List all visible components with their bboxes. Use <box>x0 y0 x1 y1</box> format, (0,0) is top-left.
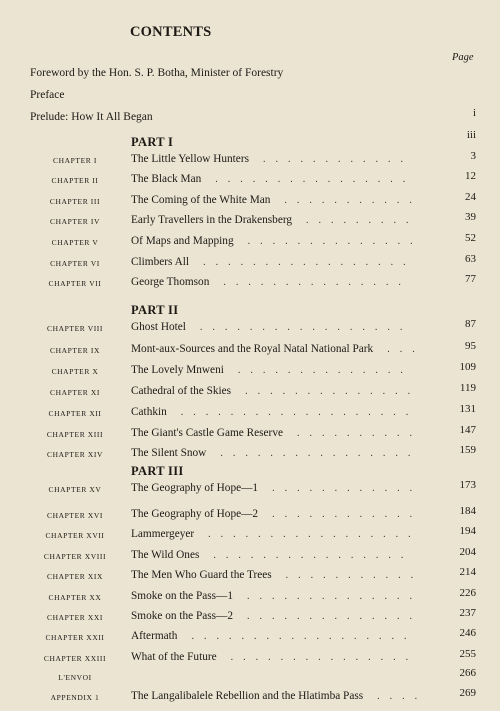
chapter-label: CHAPTER XIII <box>46 430 104 439</box>
part-heading: PART II <box>131 303 179 317</box>
dot-leader: . . . . . . . . . . . . . . . . <box>213 550 414 561</box>
dot-leader: . . . . . . . . . . <box>296 428 422 439</box>
chapter-title: The Little Yellow Hunters <box>131 153 249 165</box>
dot-leader: . . . . . . . . . . . . . . . <box>230 652 419 663</box>
chapter-title: The Men Who Guard the Trees <box>131 569 272 581</box>
chapter-title: George Thomson <box>131 276 210 288</box>
chapter-title: Smoke on the Pass—2 <box>131 610 233 622</box>
dot-leader: . . . . . . . . . . . . . . <box>245 386 421 397</box>
chapter-title: Smoke on the Pass—1 <box>131 590 233 602</box>
dot-leader: . . . . . . . . . . . . . . . . <box>220 448 421 459</box>
chapter-title: The Geography of Hope—1 <box>131 482 259 494</box>
chapter-title: What of the Future <box>131 651 217 663</box>
page-number: 131 <box>459 403 476 415</box>
page-number: 109 <box>459 361 476 373</box>
chapter-label: CHAPTER XVI <box>47 511 103 520</box>
chapter-label: CHAPTER I <box>53 156 97 165</box>
page-number: 39 <box>465 211 476 223</box>
chapter-label: CHAPTER XIX <box>47 572 103 581</box>
dot-leader: . . . . . . . . . . . . . . <box>247 611 422 622</box>
chapter-title: The Geography of Hope—2 <box>131 508 259 520</box>
page-number: 184 <box>459 505 476 517</box>
chapter-title: The Silent Snow <box>131 447 207 459</box>
chapter-label: CHAPTER XX <box>48 593 102 602</box>
chapter-label: CHAPTER XV <box>48 485 102 494</box>
chapter-title: Climbers All <box>131 256 190 268</box>
dot-leader: . . . . . . . . . . . . . . . . . <box>208 529 421 540</box>
page-number: 255 <box>459 648 476 660</box>
chapter-title: Aftermath <box>131 630 178 642</box>
page-number: iii <box>466 129 476 141</box>
page-number: 194 <box>459 525 476 537</box>
chapter-label: CHAPTER V <box>51 238 99 247</box>
chapter-label: CHAPTER XIV <box>47 450 103 459</box>
chapter-label: CHAPTER XII <box>48 409 102 418</box>
chapter-title: Mont-aux-Sources and the Royal Natal National Park <box>131 343 374 355</box>
page-number: 12 <box>465 170 476 182</box>
chapter-title: The Lovely Mnweni <box>131 364 224 376</box>
dot-leader: . . . . . . . . . . . . . . <box>247 591 422 602</box>
chapter-title: The Black Man <box>131 173 202 185</box>
chapter-title: Of Maps and Mapping <box>131 235 234 247</box>
page-number: 63 <box>465 253 476 265</box>
chapter-label: CHAPTER XVII <box>45 531 105 540</box>
chapter-label: CHAPTER XXIII <box>43 654 107 663</box>
page-number: 173 <box>459 479 476 491</box>
dot-leader: . . . . . . . . . . . . <box>272 509 423 520</box>
front-matter-title: Prelude: How It All Began <box>30 111 153 123</box>
chapter-title: Cathkin <box>131 406 167 418</box>
part-heading: PART III <box>131 464 184 478</box>
chapter-title: Ghost Hotel <box>131 321 186 333</box>
chapter-title: The Coming of the White Man <box>131 194 271 206</box>
page-number: 246 <box>459 627 476 639</box>
dot-leader: . . . . . . . . . . . . . . <box>247 236 423 247</box>
chapter-title: Cathedral of the Skies <box>131 385 232 397</box>
dot-leader: . . . . . . . . . . . . . . . . <box>215 174 416 185</box>
dot-leader: . . . . . . . . . . . . . . <box>237 365 413 376</box>
chapter-title: The Giant's Castle Game Reserve <box>131 427 283 439</box>
page-number: 147 <box>459 424 476 436</box>
page-title: CONTENTS <box>130 24 212 40</box>
page-number: 119 <box>459 382 476 394</box>
chapter-label: CHAPTER XVIII <box>43 552 107 561</box>
dot-leader: . . . . . . . . . . . . . . . . . <box>203 257 416 268</box>
page-number: 87 <box>465 318 476 330</box>
dot-leader: . . . . . . . . . . . . <box>262 154 413 165</box>
page-column-header: Page <box>452 52 474 63</box>
chapter-label: CHAPTER XXI <box>47 613 103 622</box>
chapter-label: L'ENVOI <box>58 673 92 682</box>
front-matter-title: Preface <box>30 89 65 101</box>
page-number: 266 <box>459 667 476 679</box>
chapter-title: The Wild Ones <box>131 549 200 561</box>
page-number: 226 <box>459 587 476 599</box>
dot-leader: . . . . <box>377 691 428 702</box>
page-number: 204 <box>459 546 476 558</box>
chapter-label: CHAPTER X <box>51 367 99 376</box>
page-number: 52 <box>465 232 476 244</box>
dot-leader: . . . . . . . . . . . . . . . . . <box>199 322 413 333</box>
chapter-label: CHAPTER XI <box>50 388 100 397</box>
chapter-label: CHAPTER IV <box>50 217 100 226</box>
chapter-title: Early Travellers in the Drakensberg <box>131 214 293 226</box>
chapter-label: CHAPTER VII <box>48 279 102 288</box>
page-number: 77 <box>465 273 476 285</box>
page-number: i <box>472 107 476 119</box>
dot-leader: . . . . . . . . . . . <box>285 570 424 581</box>
chapter-label: CHAPTER VIII <box>46 324 104 333</box>
chapter-title: Lammergeyer <box>131 528 195 540</box>
dot-leader: . . . <box>387 344 425 355</box>
chapter-label: CHAPTER III <box>49 197 101 206</box>
chapter-label: CHAPTER XXII <box>45 633 105 642</box>
page-number: 159 <box>459 444 476 456</box>
page-number: 24 <box>465 191 476 203</box>
chapter-label: CHAPTER VI <box>50 259 100 268</box>
chapter-label: APPENDIX 1 <box>50 693 100 702</box>
chapter-title: The Langalibalele Rebellion and the Hlatimba Pass <box>131 690 364 702</box>
dot-leader: . . . . . . . . . . . . . . . . . . . <box>180 407 419 418</box>
part-heading: PART I <box>131 135 174 149</box>
page-number: 269 <box>459 687 476 699</box>
page-number: 3 <box>470 150 476 162</box>
page-edge-shadow <box>494 0 500 711</box>
front-matter-title: Foreword by the Hon. S. P. Botha, Minister of Forestry <box>30 67 284 79</box>
dot-leader: . . . . . . . . . . . . . . . <box>223 277 411 288</box>
page-number: 237 <box>459 607 476 619</box>
dot-leader: . . . . . . . . . <box>306 215 419 226</box>
dot-leader: . . . . . . . . . . . . . . . . . . <box>191 631 417 642</box>
chapter-label: CHAPTER IX <box>50 346 100 355</box>
dot-leader: . . . . . . . . . . . <box>284 195 422 206</box>
chapter-label: CHAPTER II <box>51 176 99 185</box>
dot-leader: . . . . . . . . . . . . <box>272 483 423 494</box>
page-number: 214 <box>459 566 476 578</box>
page-number: 95 <box>465 340 476 352</box>
